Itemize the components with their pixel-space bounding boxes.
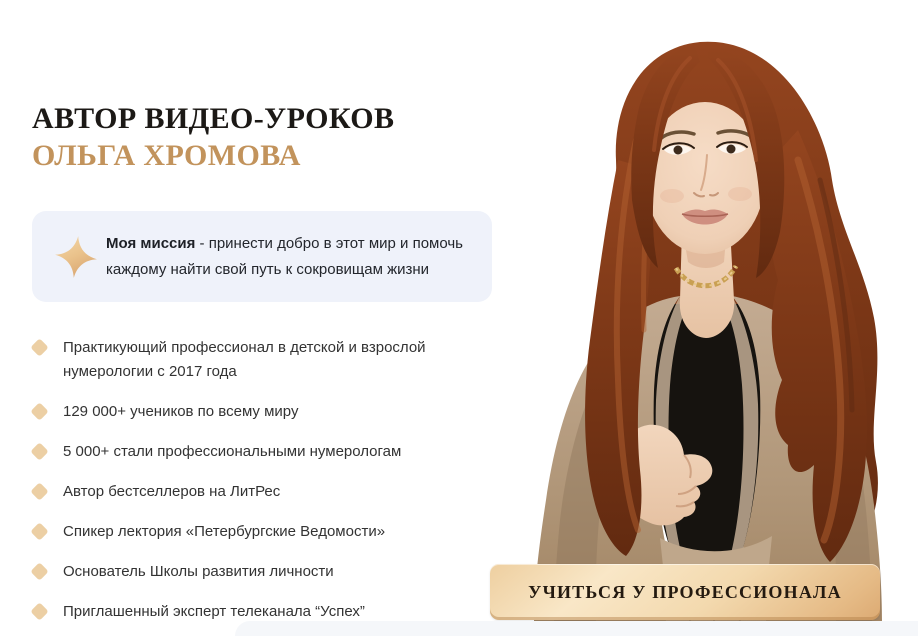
credential-text: Приглашенный эксперт телеканала “Успех”: [63, 603, 365, 620]
diamond-bullet-icon: [30, 402, 48, 420]
mission-text: [106, 231, 464, 283]
credential-text: Практикующий профессионал в детской и взрослой нумерологии с 2017 года: [63, 339, 426, 380]
diamond-bullet-icon: [30, 562, 48, 580]
list-item: [32, 480, 482, 504]
list-item: [32, 520, 482, 544]
cta-button[interactable]: УЧИТЬСЯ У ПРОФЕССИОНАЛА: [490, 564, 880, 620]
mission-card: [32, 211, 492, 302]
diamond-bullet-icon: [30, 482, 48, 500]
mission-label: Моя миссия: [106, 234, 196, 252]
list-item: [32, 400, 482, 424]
credential-text: 129 000+ учеников по всему миру: [63, 403, 299, 420]
credentials-list: [32, 336, 482, 636]
next-section-edge: [235, 621, 918, 636]
credential-text: Автор бестселлеров на ЛитРес: [63, 483, 281, 500]
credential-text: Спикер лектория «Петербургские Ведомости»: [63, 523, 386, 540]
list-item: [32, 440, 482, 464]
diamond-bullet-icon: [30, 442, 48, 460]
mission-body: - принести добро в этот мир и помочь каждому найти свой путь к сокровищам жизни: [106, 234, 463, 278]
diamond-bullet-icon: [30, 338, 48, 356]
hero-titles: [32, 100, 394, 174]
credential-text: 5 000+ стали профессиональными нумерологам: [63, 443, 402, 460]
diamond-bullet-icon: [30, 522, 48, 540]
credential-text: Основатель Школы развития личности: [63, 563, 334, 580]
page-subtitle: ОЛЬГА ХРОМОВА: [32, 139, 301, 172]
diamond-bullet-icon: [30, 602, 48, 620]
sparkle-icon: [54, 235, 98, 279]
page-title: АВТОР ВИДЕО-УРОКОВ: [32, 102, 395, 135]
list-item: [32, 560, 482, 584]
list-item: [32, 336, 482, 384]
portrait-photo: [468, 0, 918, 622]
